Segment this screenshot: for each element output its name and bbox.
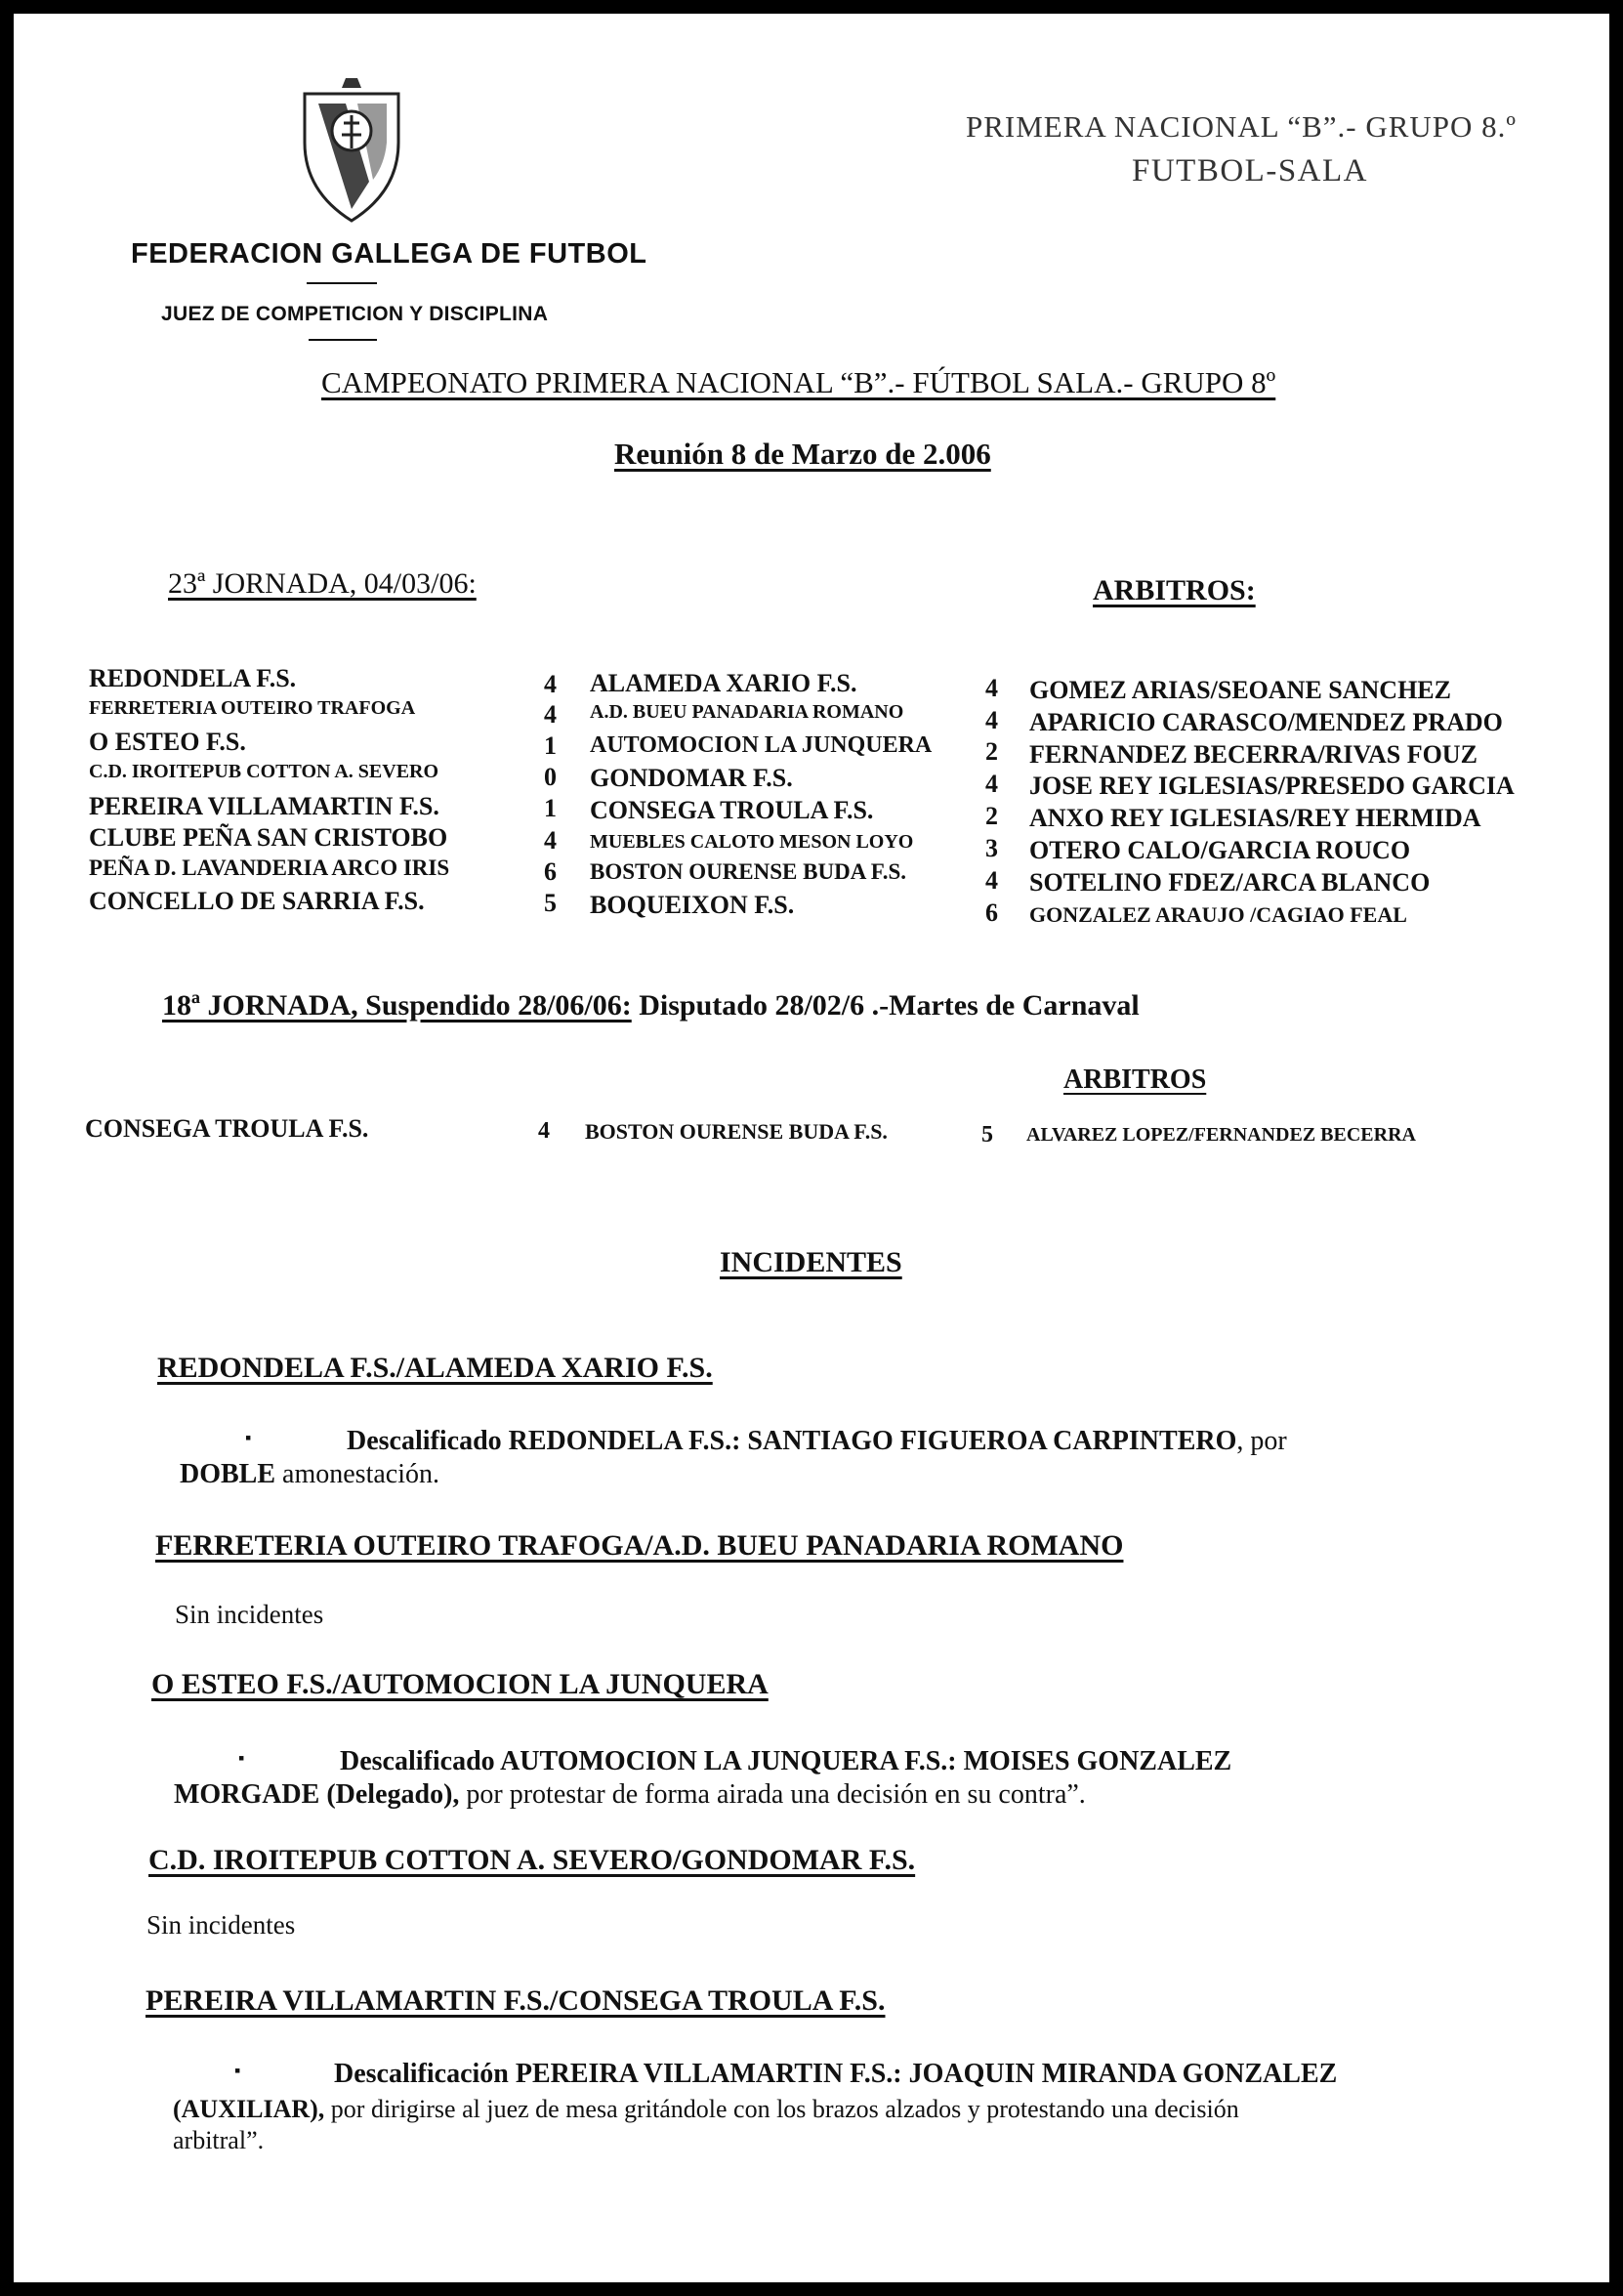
incident-text-line: arbitral”. [173, 2126, 265, 2154]
referees: APARICIO CARASCO/MENDEZ PRADO [1029, 708, 1503, 736]
home-score: 1 [544, 731, 557, 760]
away-team: ALAMEDA XARIO F.S. [590, 669, 857, 697]
away-score: 4 [985, 706, 998, 734]
incident-text-bold: Descalificado AUTOMOCION LA JUNQUERA F.S.: MOISES GONZALEZ [340, 1746, 1232, 1776]
referees: FERNANDEZ BECERRA/RIVAS FOUZ [1029, 740, 1477, 769]
incident-text-bold: MORGADE (Delegado), [174, 1779, 460, 1810]
incident-text: por dirigirse al juez de mesa gritándole con los brazos alzados y protestando una decisión [324, 2095, 1239, 2123]
incident-text-bold: Descalificado REDONDELA F.S.: SANTIAGO FIGUEROA CARPINTERO [347, 1426, 1237, 1456]
incident-text: por protestar de forma airada una decisión en su contra”. [459, 1779, 1086, 1810]
home-team: CONSEGA TROULA F.S. [85, 1114, 369, 1143]
home-team: PEREIRA VILLAMARTIN F.S. [89, 792, 439, 820]
referees: JOSE REY IGLESIAS/PRESEDO GARCIA [1029, 772, 1515, 800]
away-team: CONSEGA TROULA F.S. [590, 796, 874, 824]
away-score: 4 [985, 866, 998, 895]
incident-text-line [173, 2095, 1239, 2124]
away-team: BOQUEIXON F.S. [590, 891, 795, 919]
competition-header-line1: PRIMERA NACIONAL “B”.- GRUPO 8.º [966, 109, 1518, 144]
referees-heading: ARBITROS [1063, 1065, 1207, 1095]
referees: OTERO CALO/GARCIA ROUCO [1029, 836, 1411, 864]
away-team: AUTOMOCION LA JUNQUERA [590, 732, 933, 758]
competition-header-line2: FUTBOL-SALA [1132, 153, 1369, 188]
home-score: 4 [544, 826, 557, 855]
incident-text-bold: (AUXILIAR), [173, 2095, 325, 2123]
home-team: FERRETERIA OUTEIRO TRAFOGA [89, 697, 416, 719]
incident-title: O ESTEO F.S./AUTOMOCION LA JUNQUERA [151, 1668, 769, 1700]
home-score: 1 [544, 794, 557, 822]
federation-subtitle: JUEZ DE COMPETICION Y DISCIPLINA [161, 303, 549, 325]
incident-title: C.D. IROITEPUB COTTON A. SEVERO/GONDOMAR F.S. [148, 1844, 916, 1876]
incident-text: , por [1236, 1426, 1287, 1456]
away-score: 6 [985, 898, 998, 927]
away-team: MUEBLES CALOTO MESON LOYO [590, 831, 914, 853]
incident-title: PEREIRA VILLAMARTIN F.S./CONSEGA TROULA F.S. [146, 1984, 886, 2017]
home-score: 4 [544, 670, 557, 698]
incident-text: Sin incidentes [146, 1910, 296, 1940]
home-score: 4 [538, 1118, 550, 1144]
bullet-icon: ▪ [238, 1748, 245, 1768]
home-team: CONCELLO DE SARRIA F.S. [89, 887, 425, 915]
home-team: PEÑA D. LAVANDERIA ARCO IRIS [89, 856, 450, 880]
away-team: GONDOMAR F.S. [590, 764, 793, 792]
away-team: BOSTON OURENSE BUDA F.S. [590, 859, 907, 884]
home-score: 0 [544, 763, 557, 791]
header-divider [307, 282, 377, 284]
incident-text-line [340, 1746, 1231, 1777]
away-team: BOSTON OURENSE BUDA F.S. [585, 1119, 888, 1144]
away-team: A.D. BUEU PANADARIA ROMANO [590, 701, 904, 723]
incident-text-line [180, 1459, 439, 1490]
bullet-icon: ▪ [234, 2061, 241, 2080]
header-divider [309, 339, 377, 341]
incident-text-line: Descalificación PEREIRA VILLAMARTIN F.S.: JOAQUIN MIRANDA GONZALEZ [334, 2059, 1338, 2089]
home-score: 5 [544, 889, 557, 917]
home-team: CLUBE PEÑA SAN CRISTOBO [89, 823, 448, 852]
away-score: 5 [981, 1122, 993, 1148]
incident-text: Sin incidentes [175, 1600, 324, 1629]
incident-text-line [174, 1779, 1086, 1811]
incident-title: FERRETERIA OUTEIRO TRAFOGA/A.D. BUEU PANADARIA ROMANO [155, 1529, 1124, 1562]
round-18-heading [162, 989, 1140, 1023]
federation-crest-icon [299, 74, 404, 227]
incident-text-bold: DOBLE [180, 1459, 276, 1489]
bullet-icon: ▪ [245, 1428, 252, 1447]
home-team: O ESTEO F.S. [89, 728, 246, 756]
home-score: 4 [544, 700, 557, 729]
round-18-note: Disputado 28/02/6 .-Martes de Carnaval [639, 989, 1140, 1022]
referees: GONZALEZ ARAUJO /CAGIAO FEAL [1029, 902, 1407, 927]
referees-heading: ARBITROS: [1093, 574, 1256, 606]
referees: SOTELINO FDEZ/ARCA BLANCO [1029, 868, 1431, 897]
round-23-heading: 23ª JORNADA, 04/03/06: [168, 567, 477, 600]
referees: ANXO REY IGLESIAS/REY HERMIDA [1029, 804, 1481, 832]
round-18-title: 18ª JORNADA, Suspendido 28/06/06: [162, 989, 632, 1022]
incidents-heading: INCIDENTES [720, 1246, 902, 1278]
home-team: REDONDELA F.S. [89, 664, 297, 692]
incident-title: REDONDELA F.S./ALAMEDA XARIO F.S. [157, 1352, 713, 1384]
federation-name: FEDERACION GALLEGA DE FUTBOL [131, 238, 647, 270]
away-score: 2 [985, 737, 998, 766]
incident-text-line [347, 1426, 1287, 1457]
referees: GOMEZ ARIAS/SEOANE SANCHEZ [1029, 676, 1451, 704]
incident-text: amonestación. [275, 1459, 439, 1489]
document-title: CAMPEONATO PRIMERA NACIONAL “B”.- FÚTBOL SALA.- GRUPO 8º [321, 365, 1276, 399]
away-score: 4 [985, 770, 998, 798]
away-score: 4 [985, 674, 998, 702]
referees: ALVAREZ LOPEZ/FERNANDEZ BECERRA [1026, 1124, 1416, 1146]
away-score: 3 [985, 834, 998, 862]
meeting-date: Reunión 8 de Marzo de 2.006 [614, 437, 991, 471]
document-page [14, 14, 1609, 2282]
away-score: 2 [985, 802, 998, 830]
home-score: 6 [544, 857, 557, 886]
home-team: C.D. IROITEPUB COTTON A. SEVERO [89, 761, 439, 782]
